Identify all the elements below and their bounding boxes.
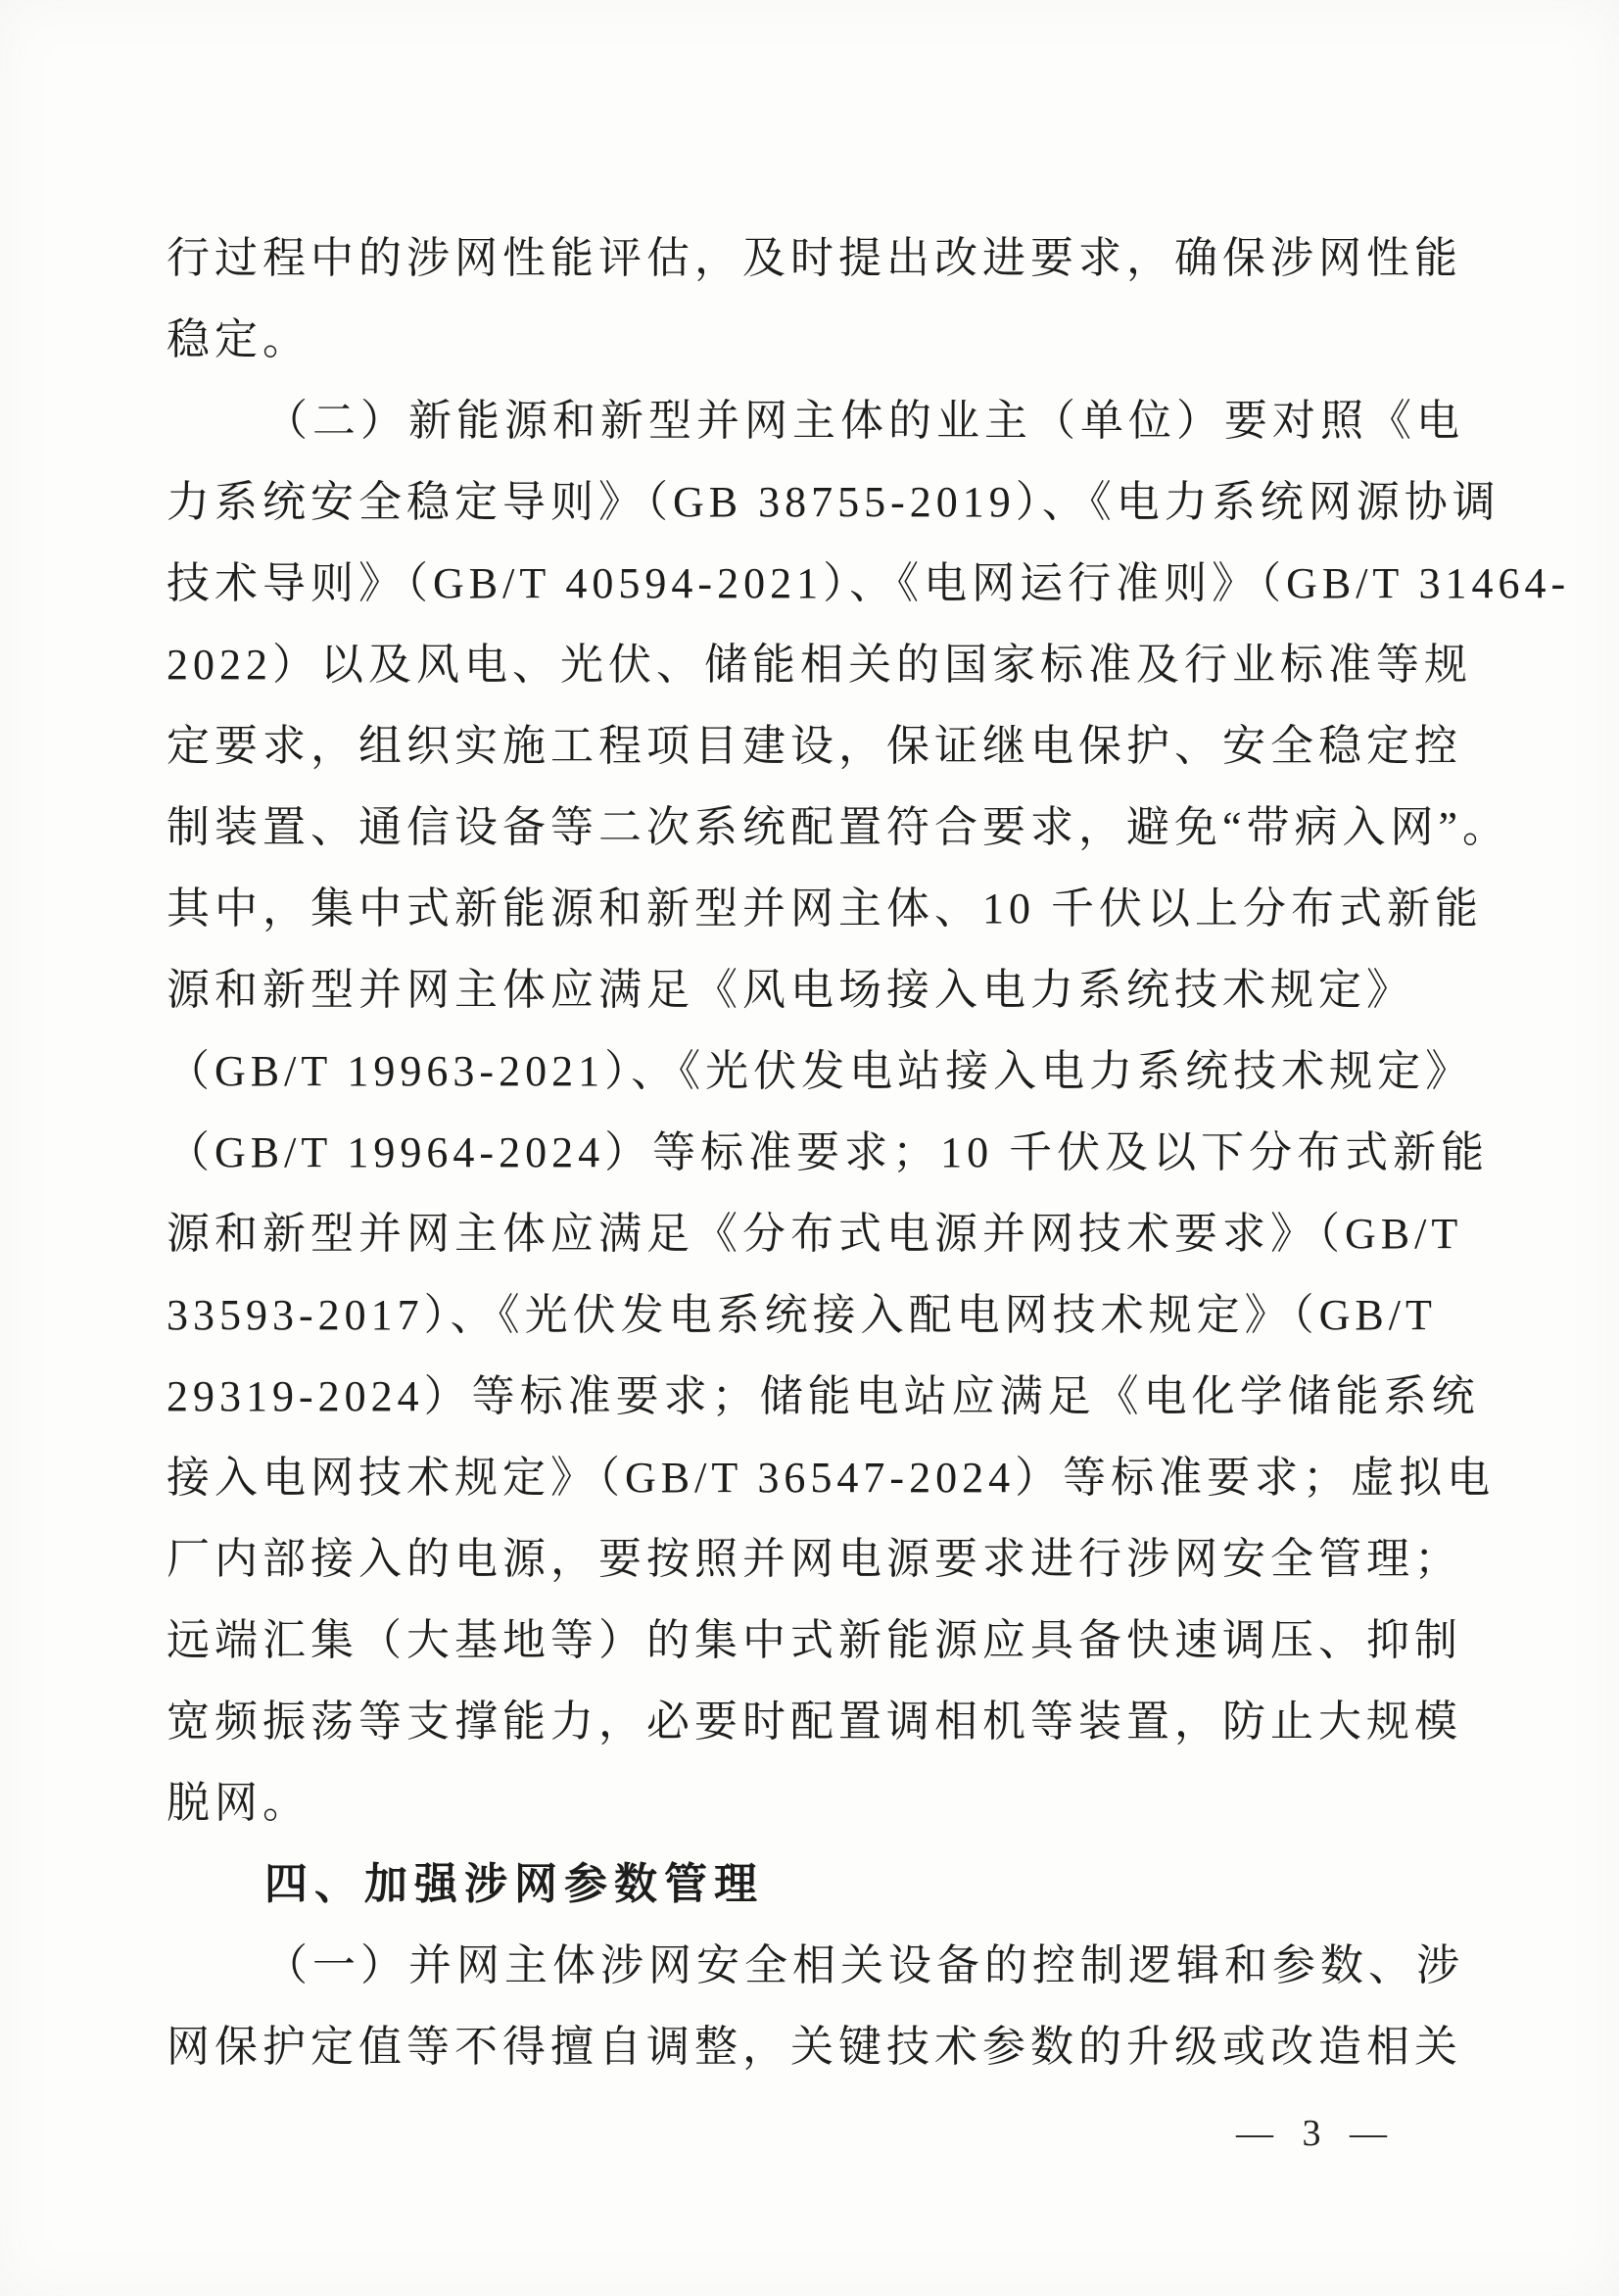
body-line: 33593-2017）、《光伏发电系统接入配电网技术规定》（GB/T [167, 1291, 1437, 1339]
page-number: — 3 — [1236, 2113, 1397, 2154]
body-line: 脱网。 [167, 1779, 310, 1827]
body-line: （GB/T 19963-2021）、《光伏发电站接入电力系统技术规定》 [167, 1047, 1474, 1095]
body-line: 稳定。 [167, 315, 310, 363]
body-line: 厂内部接入的电源，要按照并网电源要求进行涉网安全管理； [167, 1535, 1462, 1583]
body-line: 网保护定值等不得擅自调整，关键技术参数的升级或改造相关 [167, 2023, 1462, 2071]
body-line: 其中，集中式新能源和新型并网主体、10 千伏以上分布式新能 [167, 885, 1483, 933]
body-line: 源和新型并网主体应满足《分布式电源并网技术要求》（GB/T [167, 1210, 1463, 1258]
body-line-paragraph-start: （二）新能源和新型并网主体的业主（单位）要对照《电 [264, 397, 1464, 445]
body-line: 制装置、通信设备等二次系统配置符合要求，避免“带病入网”。 [167, 803, 1511, 851]
body-line: 源和新型并网主体应满足《风电场接入电力系统技术规定》 [167, 966, 1414, 1014]
body-line: 定要求，组织实施工程项目建设，保证继电保护、安全稳定控 [167, 722, 1462, 770]
body-line: 力系统安全稳定导则》（GB 38755-2019）、《电力系统网源协调 [167, 478, 1500, 526]
body-line: 宽频振荡等支撑能力，必要时配置调相机等装置，防止大规模 [167, 1698, 1462, 1746]
body-line: 行过程中的涉网性能评估，及时提出改进要求，确保涉网性能 [167, 234, 1462, 282]
body-line: 远端汇集（大基地等）的集中式新能源应具备快速调压、抑制 [167, 1616, 1462, 1664]
document-body [167, 217, 1571, 2087]
body-line: （GB/T 19964-2024）等标准要求；10 千伏及以下分布式新能 [167, 1128, 1490, 1176]
body-line-paragraph-start: （一）并网主体涉网安全相关设备的控制逻辑和参数、涉 [264, 1941, 1464, 1989]
body-line: 技术导则》（GB/T 40594-2021）、《电网运行准则》（GB/T 31464- [167, 559, 1571, 607]
body-line: 接入电网技术规定》（GB/T 36547-2024）等标准要求；虚拟电 [167, 1454, 1496, 1502]
body-line: 2022）以及风电、光伏、储能相关的国家标准及行业标准等规 [167, 641, 1472, 689]
section-heading: 四、加强涉网参数管理 [264, 1860, 764, 1908]
body-line: 29319-2024）等标准要求；储能电站应满足《电化学储能系统 [167, 1372, 1480, 1420]
